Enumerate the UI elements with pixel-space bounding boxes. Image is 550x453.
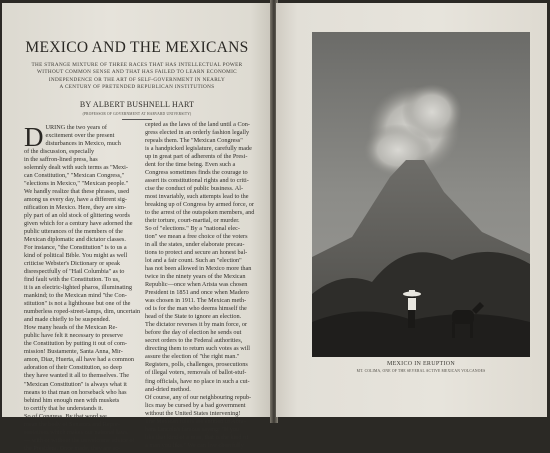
subtitle-line: WITHOUT COMMON SENSE AND THAT HAS FAILED TO LEARN ECONOMIC bbox=[37, 69, 237, 76]
text-line: nification in Mexico. Here, they are sim- bbox=[24, 204, 127, 212]
text-line: without the United States intervening! bbox=[145, 409, 241, 417]
text-line: criticise Webster's Dictionary or speak bbox=[24, 260, 120, 268]
text-line: URING the two years of bbox=[45, 124, 107, 131]
right-page bbox=[276, 3, 547, 417]
text-line: assure the election of "the right man." bbox=[145, 353, 240, 361]
text-line: has not been allowed in Mexico more than bbox=[145, 265, 252, 273]
drop-cap: D bbox=[24, 122, 44, 152]
article-subtitle bbox=[18, 62, 256, 92]
subtitle-line: THE STRANGE MIXTURE OF THREE RACES THAT HAS INTELLECTUAL POWER bbox=[31, 62, 243, 68]
text-line: President in 1851 and once when Madero bbox=[145, 289, 249, 297]
text-line: directing them to return such votes as will bbox=[145, 345, 251, 353]
text-line: adoration of their Constitution, so deep bbox=[24, 364, 122, 372]
text-line: excitement over the present bbox=[45, 132, 115, 140]
text-line: ham Lincoln's famous saying: "If you bbox=[145, 425, 240, 433]
text-column-1 bbox=[24, 124, 142, 453]
subtitle-line: INDEPENDENCE OR THE ART OF SELF-GOVERNMENT IN NEARLY bbox=[48, 76, 226, 83]
text-line: — with or without the unwelcome advice of bbox=[24, 436, 135, 444]
text-line: "elections in Mexico," "Mexican people." bbox=[24, 180, 129, 188]
text-line: and made chiefly to be suspended. bbox=[24, 316, 111, 324]
text-line: their torture, court-martial, or murder. bbox=[145, 217, 240, 225]
text-line: Of course, any of our neighbouring repub- bbox=[145, 393, 252, 401]
text-line: assert its constitutional rights and to criti- bbox=[145, 177, 249, 185]
text-column-2 bbox=[145, 121, 263, 450]
text-line: solemnly dealt with such terms as "Mexi- bbox=[24, 164, 128, 172]
text-line: up in great part of adherents of the Presi- bbox=[145, 153, 248, 161]
text-line: public utterances of the members of the bbox=[24, 228, 123, 236]
volcano-photo bbox=[312, 32, 530, 357]
text-line: public have felt it necessary to preserve bbox=[24, 332, 123, 340]
volcano-eruption-image bbox=[312, 32, 530, 357]
text-line: of the discussion, especially bbox=[24, 148, 95, 156]
text-line: behind him enough men with muskets bbox=[24, 396, 120, 404]
text-line: head of the State to ignore an election. bbox=[145, 313, 242, 321]
text-line: to the arrest of the outspoken members, and bbox=[145, 209, 255, 217]
text-line: find fault with the Constitution. To us, bbox=[24, 276, 120, 284]
text-line: repeals them. The "Mexican Congress" bbox=[145, 137, 243, 145]
text-line: before the day of election he sends out bbox=[145, 329, 242, 337]
text-line: stitution" is not a lighthouse but one of the bbox=[24, 300, 131, 308]
text-line: For instance, "the Constitution" is to us a bbox=[24, 244, 127, 252]
left-page bbox=[2, 3, 272, 452]
text-line: cise the conduct of public business. Al- bbox=[145, 185, 244, 193]
text-line: So of "elections." By a "national elec- bbox=[145, 225, 240, 233]
text-line: among us every day, have a different sig- bbox=[24, 196, 127, 204]
text-line: Mexican diplomatic and dictator classes. bbox=[24, 236, 126, 244]
text-line: tion" we mean a free choice of the voters bbox=[145, 233, 248, 241]
divider bbox=[122, 119, 152, 120]
text-line: gress elected in an orderly fashion legally bbox=[145, 129, 250, 137]
text-line: secret orders to the Federal authorities, bbox=[145, 337, 243, 345]
text-line: How many heads of the Mexican Re- bbox=[24, 324, 118, 332]
text-line: kind of political Bible. You might as well bbox=[24, 252, 128, 260]
subtitle-line: A CENTURY OF PRETENDED REPUBLICAN INSTITUTIONS bbox=[59, 84, 215, 91]
text-line: cepted as the laws of the land until a Con- bbox=[145, 121, 251, 128]
text-line: We handly realize that these phrases, used bbox=[24, 188, 130, 196]
text-line: ply part of an old stock of glittering words bbox=[24, 212, 130, 220]
text-line: tions to protect and secure an honest bal- bbox=[145, 249, 248, 257]
text-line: numberless roped-street-lamps, dim, uncertain bbox=[24, 308, 141, 316]
text-line: most invariably, such attempts lead to the bbox=[145, 193, 249, 201]
text-line: the President. Once made, they are ac- bbox=[24, 444, 121, 452]
text-line: disrespectfully of "Hail Columbia" as to bbox=[24, 268, 125, 276]
text-line: they have wanted it all to themselves. The bbox=[24, 372, 130, 380]
text-line: mankind; to the Mexican mind "the Con- bbox=[24, 292, 127, 300]
text-line: "Mexican Constitution" is always what it bbox=[24, 380, 127, 388]
text-line: the Constitution by putting it out of com- bbox=[24, 340, 127, 348]
text-line: of illegal voters, removals of ballot-stuf- bbox=[145, 369, 247, 377]
text-line: mean the body of Senators and Repre- bbox=[24, 420, 120, 428]
author-affiliation: (PROFESSOR OF GOVERNMENT AT HARVARD UNIVERSITY) bbox=[82, 112, 192, 116]
photo-caption-title: MEXICO IN ERUPTION bbox=[386, 361, 456, 367]
photo-caption-subtitle: MT. COLIMA, ONE OF THE SEVERAL ACTIVE MEXICAN VOLCANOES bbox=[356, 369, 486, 373]
byline: BY ALBERT BUSHNELL HART bbox=[79, 100, 195, 109]
text-line: The dictator reverses it by main force, or bbox=[145, 321, 248, 329]
text-line: dent for the time being. Even such a bbox=[145, 161, 236, 169]
text-line: is a handpicked legislature, carefully made bbox=[145, 145, 252, 153]
text-line: The Mexican rulers are entitled to Abra- bbox=[145, 417, 246, 425]
text-line: sentatives which makes our national laws bbox=[24, 428, 128, 436]
text-line: a man you like." We can live cheerfully bbox=[145, 441, 244, 449]
text-line: lot and a fair count. Such an "election" bbox=[145, 257, 242, 265]
text-line: Registers, polls, challenges, prosecutions bbox=[145, 361, 248, 369]
text-line: in the saffron-lined press, has bbox=[24, 156, 98, 164]
text-line: it is an electric-lighted pharos, illuminating bbox=[24, 284, 132, 292]
text-line: Congress sometimes finds the courage to bbox=[145, 169, 248, 177]
text-line: od is for the man who deems himself the bbox=[145, 305, 247, 313]
text-line: can Constitution," "Mexican Congress," bbox=[24, 172, 125, 180]
text-line: amon, Diaz, Huerta, all have had a common bbox=[24, 356, 135, 364]
text-line: like that kind of a man, that is the kind of bbox=[145, 433, 249, 441]
text-line: lics may be cursed by a bad government bbox=[145, 401, 246, 409]
text-line: fing officials, have no place in such a cut- bbox=[145, 377, 250, 385]
text-line: in all the states, under elaborate precau- bbox=[145, 241, 245, 249]
text-line: So of Congress. By that word we bbox=[24, 412, 107, 420]
text-line: was chosen in 1911. The Mexican meth- bbox=[145, 297, 247, 305]
text-line: to certify that he understands it. bbox=[24, 404, 104, 412]
text-line: breaking up of Congress by armed force, or bbox=[145, 201, 254, 209]
text-line: means to that man on horseback who has bbox=[24, 388, 127, 396]
text-line: disturbances in Mexico, much bbox=[45, 140, 121, 148]
article-title: MEXICO AND THE MEXICANS bbox=[25, 39, 249, 56]
text-line: given which for a century have adorned the bbox=[24, 220, 133, 228]
text-line: mission! Bustamente, Santa Anna, Mir- bbox=[24, 348, 123, 356]
text-line: Republic—once when Arista was chosen bbox=[145, 281, 248, 289]
text-line: twice in the ninety years of the Mexican bbox=[145, 273, 246, 281]
text-line: and-dried method. bbox=[145, 385, 191, 393]
